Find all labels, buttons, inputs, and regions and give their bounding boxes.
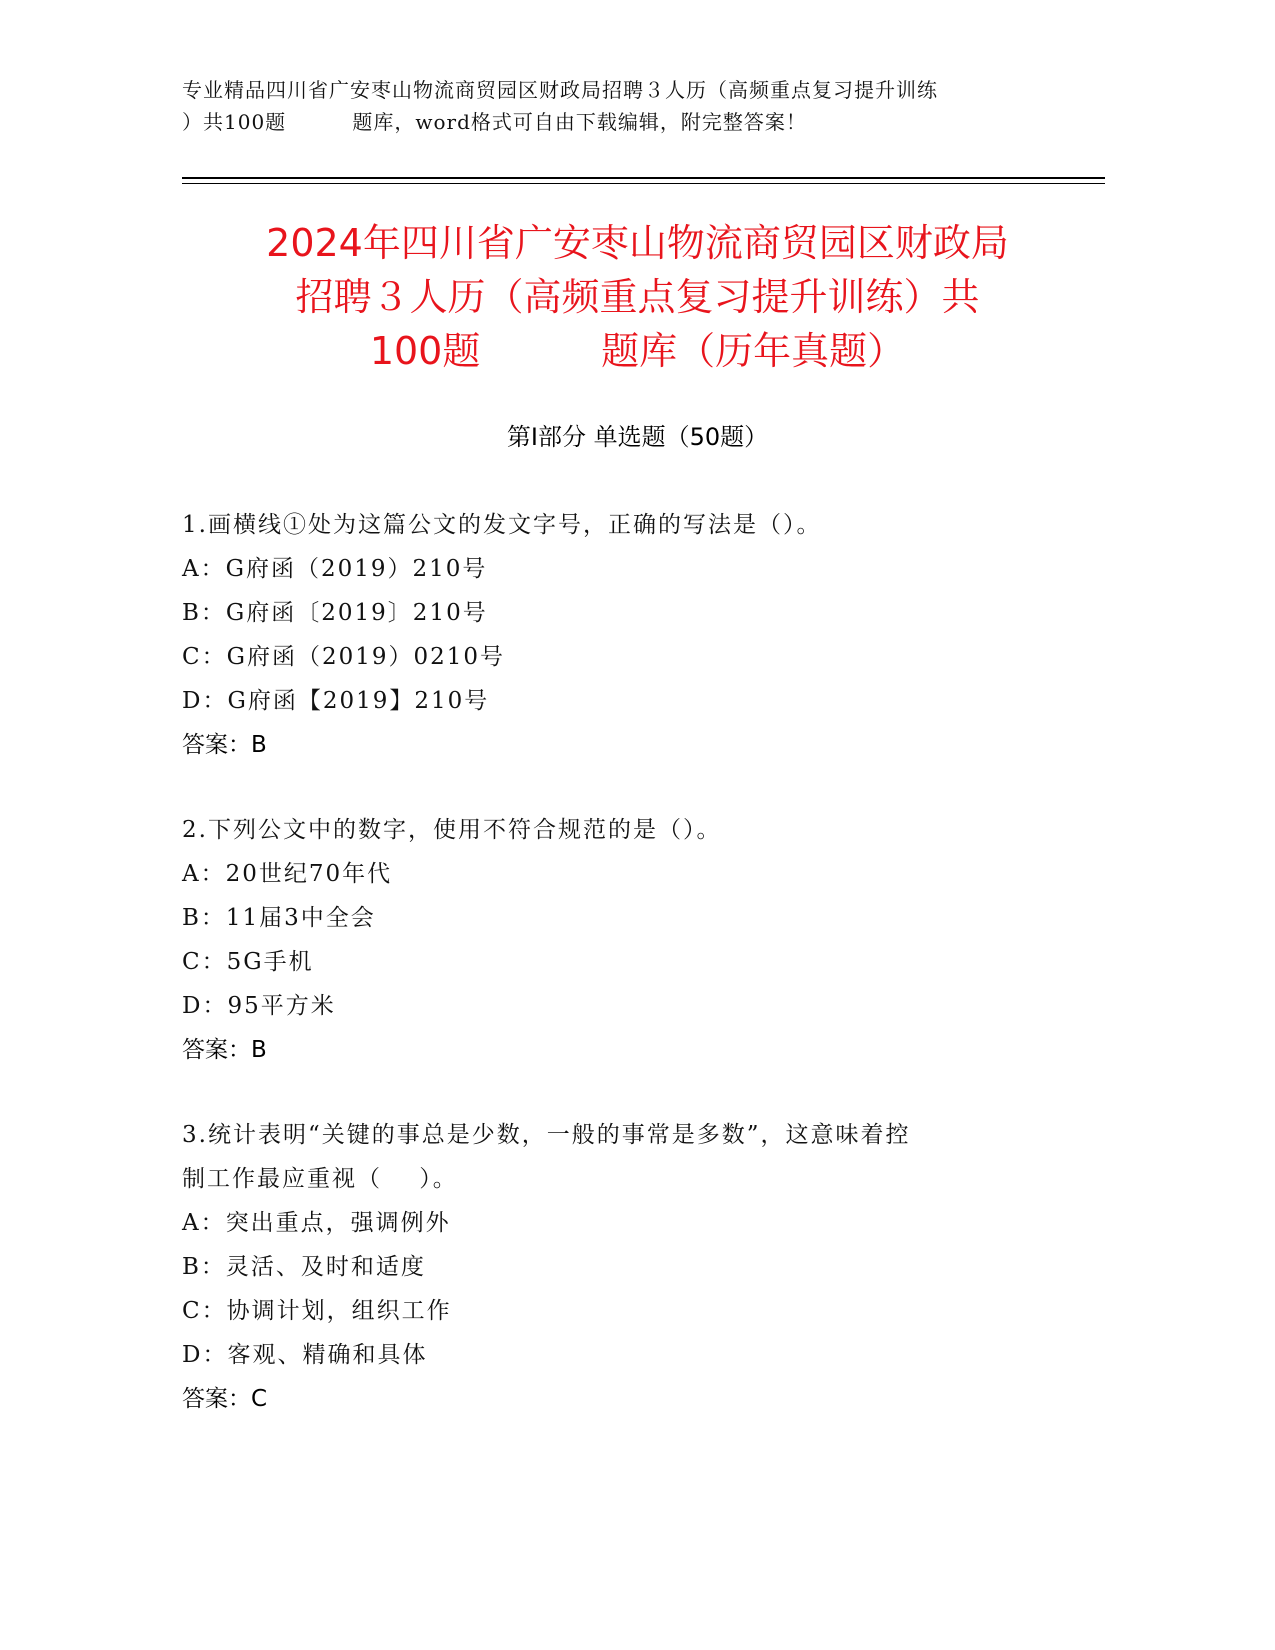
header-note-line-1: 专业精品四川省广安枣山物流商贸园区财政局招聘３人历（高频重点复习提升训练 [182, 78, 938, 102]
header-divider-thin [182, 183, 1105, 184]
question-1 [182, 503, 1082, 767]
option-d: D：95平方米 [182, 993, 336, 1019]
answer: 答案：C [182, 1386, 268, 1412]
option-c: C：协调计划，组织工作 [182, 1298, 452, 1324]
document-title-line-3: 100题 题库（历年真题） [369, 329, 906, 373]
header-note-line-2: ）共100题 题库，word格式可自由下载编辑，附完整答案！ [182, 110, 807, 134]
header-divider-thick [182, 177, 1105, 179]
question-stem-line-1: 3.统计表明“关键的事总是少数，一般的事常是多数”，这意味着控 [182, 1122, 911, 1148]
header-note [182, 74, 1082, 138]
document-title [150, 216, 1125, 378]
option-b: B：灵活、及时和适度 [182, 1254, 426, 1280]
document-title-line-2: 招聘３人历（高频重点复习提升训练）共 [295, 275, 980, 319]
question-stem-line-2: 制工作最应重视（ ）。 [182, 1166, 458, 1192]
option-b: B：G府函〔2019〕210号 [182, 600, 488, 626]
question-3 [182, 1113, 1082, 1421]
question-2 [182, 808, 1082, 1072]
option-a: A：G府函（2019）210号 [182, 556, 488, 582]
option-a: A：20世纪70年代 [182, 861, 393, 887]
option-c: C：G府函（2019）0210号 [182, 644, 506, 670]
question-stem: 2.下列公文中的数字，使用不符合规范的是（）。 [182, 817, 722, 843]
option-c: C：5G手机 [182, 949, 314, 975]
option-a: A：突出重点，强调例外 [182, 1210, 451, 1236]
option-b: B：11届3中全会 [182, 905, 376, 931]
option-d: D：客观、精确和具体 [182, 1342, 428, 1368]
question-stem: 1.画横线①处为这篇公文的发文字号，正确的写法是（）。 [182, 512, 822, 538]
answer: 答案：B [182, 1037, 267, 1063]
section-title: 第Ⅰ部分 单选题（50题） [506, 423, 769, 451]
answer: 答案：B [182, 732, 267, 758]
option-d: D：G府函【2019】210号 [182, 688, 490, 714]
document-title-line-1: 2024年四川省广安枣山物流商贸园区财政局 [266, 221, 1009, 265]
